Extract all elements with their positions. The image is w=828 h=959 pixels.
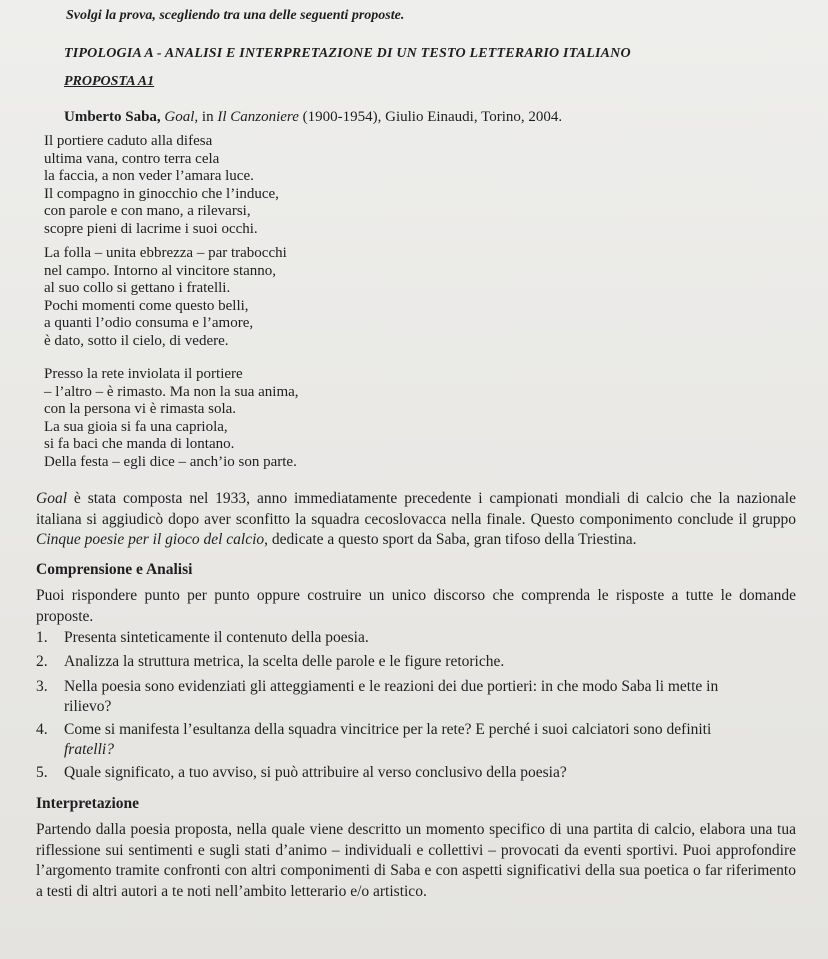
poem-line: Il compagno in ginocchio che l’induce,: [44, 185, 279, 202]
poem-line: scopre pieni di lacrime i suoi occhi.: [44, 220, 258, 237]
source-author: Umberto Saba,: [64, 109, 161, 125]
poem-line: si fa baci che manda di lontano.: [44, 436, 235, 453]
poem-line: con la persona vi è rimasta sola.: [44, 401, 237, 418]
poem-stanza-1: [44, 133, 279, 239]
exam-instruction: Svolgi la prova, scegliendo tra una delle seguenti proposte.: [66, 8, 405, 23]
poem-line: è dato, sotto il cielo, di vedere.: [44, 332, 229, 349]
question-5: [36, 763, 567, 783]
question-3: [36, 677, 718, 717]
question-text: Presenta sinteticamente il contenuto della poesia.: [64, 629, 369, 646]
poem-line: Presso la rete inviolata il portiere: [44, 366, 243, 382]
question-number: 4.: [36, 721, 48, 738]
context-paragraph: [36, 489, 796, 551]
source-citation: [64, 109, 562, 126]
question-text-continued: rilievo?: [64, 698, 112, 715]
question-text: Analizza la struttura metrica, la scelta delle parole e le figure retoriche.: [64, 653, 505, 670]
source-title: Goal,: [164, 109, 199, 125]
question-number: 5.: [36, 764, 48, 781]
question-text: Nella poesia sono evidenziati gli atteggiamenti e le reazioni dei due portieri: in che modo Saba li mette in: [64, 678, 719, 695]
poem-line: nel campo. Intorno al vincitore stanno,: [44, 262, 277, 279]
poem-line: La folla – unita ebbrezza – par trabocchi: [44, 245, 287, 261]
poem-line: la faccia, a non veder l’amara luce.: [44, 168, 254, 185]
poem-line: a quanti l’odio consuma e l’amore,: [44, 315, 254, 332]
question-4: [36, 720, 711, 760]
poem-line: – l’altro – è rimasto. Ma non la sua anima,: [44, 383, 299, 400]
context-text-1: è stata composta nel 1933, anno immediatamente precedente i campionati mondiali di calcio che la nazionale italiana si aggiudicò dopo aver sconfitto la squadra cecoslovacca nella finale. Questo componimento conclude il gruppo: [36, 490, 796, 528]
question-text: Come si manifesta l’esultanza della squadra vincitrice per la rete? E perché i suoi calciatori sono definiti: [64, 721, 712, 738]
question-2: [36, 652, 504, 672]
poem-stanza-2: [44, 245, 287, 351]
question-number: 3.: [36, 678, 48, 695]
proposta-heading: PROPOSTA A1: [64, 74, 155, 89]
context-goal: Goal: [36, 490, 67, 507]
context-group: Cinque poesie per il gioco del calcio: [36, 531, 265, 548]
source-in: in: [198, 109, 218, 125]
source-rest: (1900-1954), Giulio Einaudi, Torino, 2004.: [298, 109, 563, 125]
question-text-continued: fratelli?: [64, 741, 114, 758]
comprensione-heading: Comprensione e Analisi: [36, 561, 193, 578]
poem-stanza-3: [44, 366, 299, 472]
poem-line: La sua gioia si fa una capriola,: [44, 418, 228, 435]
poem-line: Il portiere caduto alla difesa: [44, 133, 213, 149]
interpretazione-heading: Interpretazione: [36, 795, 140, 812]
context-text-2: , dedicate a questo sport da Saba, gran tifoso della Triestina.: [264, 531, 637, 548]
question-text: Quale significato, a tuo avviso, si può attribuire al verso conclusivo della poesia?: [64, 764, 567, 781]
interpretazione-paragraph: Partendo dalla poesia proposta, nella quale viene descritto un momento specifico di una partita di calcio, elabora una tua riflessione sui sentimenti e sugli stati d’animo – individuali e collettivi – provocati da eventi sportivi. Puoi approfondire l’argomento tramite confronti con altri componimenti di Saba e con aspetti significativi della sua poetica o far riferimento a testi di altri autori a te noti nell’ambito letterario e/o artistico.: [36, 821, 796, 900]
question-number: 1.: [36, 629, 48, 646]
tipologia-heading: TIPOLOGIA A - ANALISI E INTERPRETAZIONE DI UN TESTO LETTERARIO ITALIANO: [64, 46, 631, 61]
poem-line: Della festa – egli dice – anch’io son parte.: [44, 453, 297, 470]
poem-line: ultima vana, contro terra cela: [44, 150, 220, 167]
poem-line: Pochi momenti come questo belli,: [44, 297, 249, 314]
source-book: Il Canzoniere: [217, 109, 299, 125]
poem-line: con parole e con mano, a rilevarsi,: [44, 203, 251, 220]
question-number: 2.: [36, 653, 48, 670]
question-1: [36, 628, 369, 648]
poem-line: al suo collo si gettano i fratelli.: [44, 280, 231, 297]
comprensione-intro: Puoi rispondere punto per punto oppure costruire un unico discorso che comprenda le risposte a tutte le domande proposte.: [36, 587, 796, 625]
